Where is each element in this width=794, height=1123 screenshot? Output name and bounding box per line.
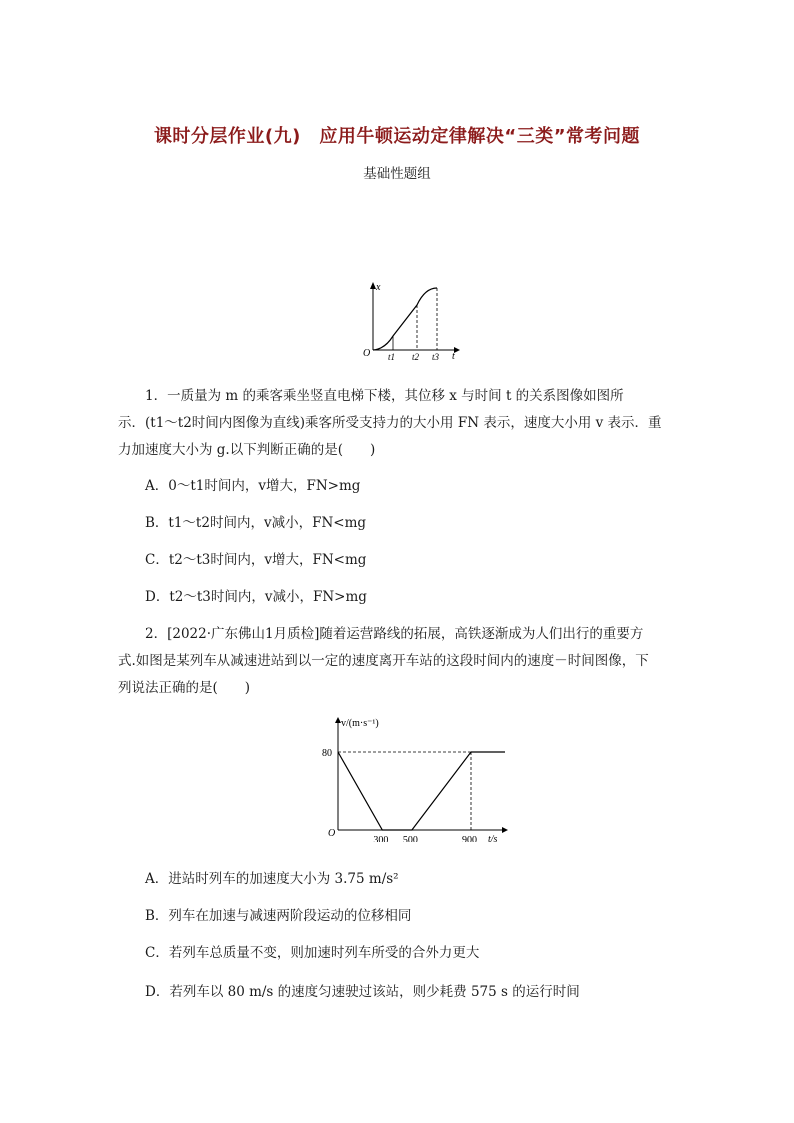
x-t-graph-origin: O (363, 348, 371, 359)
x-tick-label: 500 (402, 835, 418, 842)
v-t-chart-y-label: v/(m·s⁻¹) (341, 718, 379, 729)
q1-line-1: 1．一质量为 m 的乘客乘坐竖直电梯下楼，其位移 x 与时间 t 的关系图像如图所 (145, 388, 624, 404)
page-title: 课时分层作业(九) 应用牛顿运动定律解决“三类”常考问题 (153, 126, 641, 147)
x-t-graph-y-label: x (376, 282, 381, 293)
question-1-cont (118, 410, 770, 464)
q2-line-1: 2．[2022·广东佛山1月质检]随着运营路线的拓展，高铁逐渐成为人们出行的重要方 (145, 626, 644, 642)
q1-option-c[interactable]: C．t2～t3时间内，v增大，FN<mg (145, 552, 367, 568)
q2-line-2: 式.如图是某列车从减速进站到以一定的速度离开车站的这段时间内的速度－时间图像，下 (118, 653, 649, 669)
q1-option-b[interactable]: B．t1～t2时间内，v减小，FN<mg (145, 515, 367, 531)
t-axis-arrow-icon (454, 347, 460, 353)
x-t-graph-x-label: t (452, 351, 455, 362)
y-tick-label: 80 (322, 748, 332, 759)
q2-option-d[interactable]: D．若列车以 80 m/s 的速度匀速驶过该站，则少耗费 575 s 的运行时间 (145, 984, 580, 1000)
q1-option-d[interactable]: D．t2～t3时间内，v减小，FN>mg (145, 589, 367, 605)
q1-option-a[interactable]: A．0～t1时间内，v增大，FN>mg (145, 478, 361, 494)
q2-line-3: 列说法正确的是( ) (118, 680, 251, 696)
q2-option-b[interactable]: B．列车在加速与减速两阶段运动的位移相同 (145, 908, 412, 924)
q1-line-3: 力加速度大小为 g.以下判断正确的是( ) (118, 442, 376, 458)
x-tick-label: 900 (462, 835, 477, 842)
q2-option-a[interactable]: A．进站时列车的加速度大小为 3.75 m/s² (145, 871, 399, 887)
q1-line-2: 示．(t1～t2时间内图像为直线)乘客所受支持力的大小用 FN 表示，速度大小用 v 表示．重 (118, 415, 662, 431)
section-heading: 基础性题组 (363, 166, 431, 182)
v-t-chart (310, 712, 510, 842)
v-t-chart-x-label: t/s (488, 834, 498, 842)
q2-option-c[interactable]: C．若列车总质量不变，则加速时列车所受的合外力更大 (145, 945, 480, 961)
tick-t3: t3 (432, 352, 440, 362)
x-tick-label: 300 (373, 835, 389, 842)
tick-t1: t1 (388, 352, 396, 362)
x-t-curve (373, 288, 437, 350)
v-t-series-line (338, 752, 471, 830)
question-1 (145, 383, 794, 410)
tick-t2: t2 (412, 352, 420, 362)
question-2-cont (118, 648, 770, 702)
x-t-graph (360, 280, 460, 362)
t-axis-arrow-icon (502, 827, 508, 833)
question-2 (145, 621, 794, 648)
v-t-chart-origin: O (328, 828, 336, 839)
